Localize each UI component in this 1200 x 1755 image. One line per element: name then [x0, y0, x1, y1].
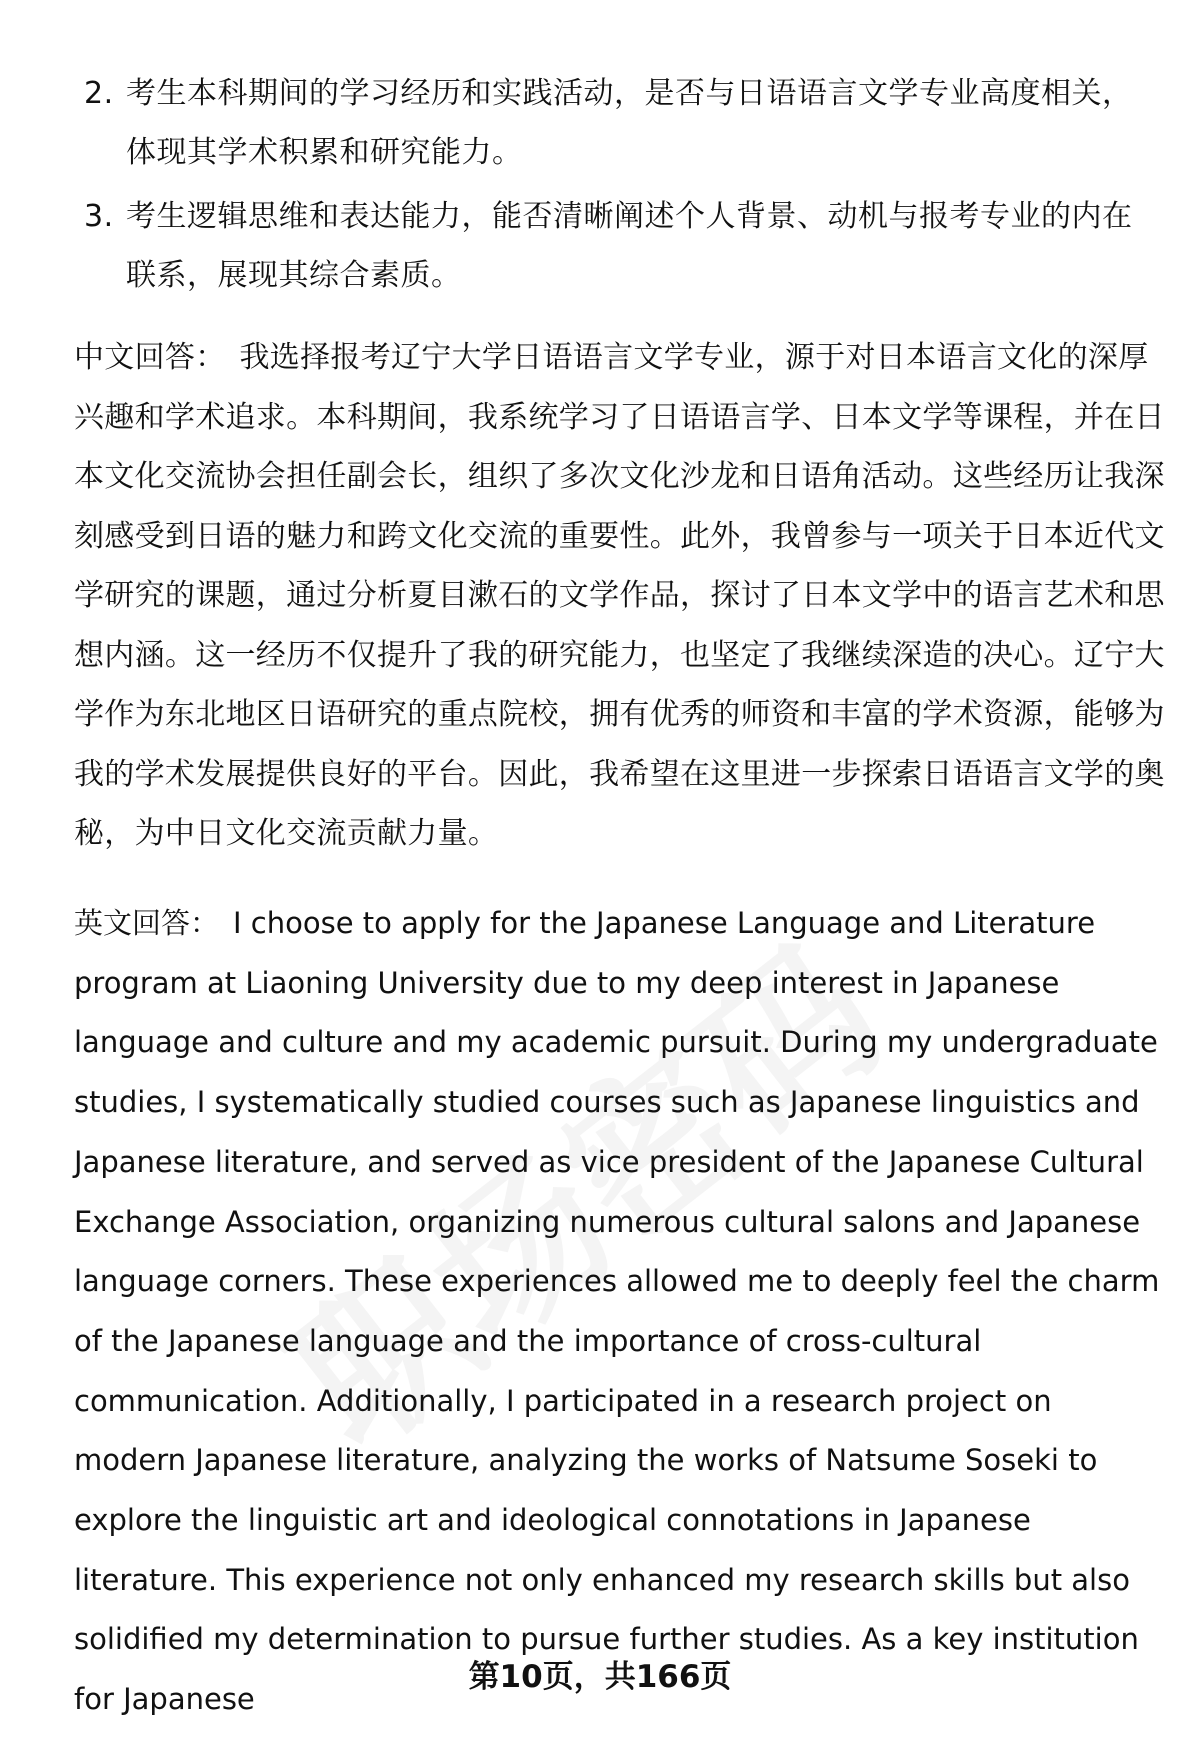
criteria-item [74, 64, 1154, 182]
criteria-number: 3. [84, 199, 114, 234]
criteria-list [74, 64, 1154, 310]
english-answer [74, 894, 1166, 1730]
english-answer-label: 英文回答： [74, 906, 220, 940]
criteria-number: 2. [84, 76, 114, 111]
criteria-text: 考生逻辑思维和表达能力，能否清晰阐述个人背景、动机与报考专业的内在联系，展现其综合素质。 [126, 199, 1133, 293]
chinese-answer-text: 我选择报考辽宁大学日语语言文学专业，源于对日本语言文化的深厚兴趣和学术追求。本科期间，我系统学习了日语语言学、日本文学等课程，并在日本文化交流协会担任副会长，组织了多次文化沙龙和日语角活动。这些经历让我深刻感受到日语的魅力和跨文化交流的重要性。此外，我曾参与一项关于日本近代文学研究的课题，通过分析夏目漱石的文学作品，探讨了日本文学中的语言艺术和思想内涵。这一经历不仅提升了我的研究能力，也坚定了我继续深造的决心。辽宁大学作为东北地区日语研究的重点院校，拥有优秀的师资和丰富的学术资源，能够为我的学术发展提供良好的平台。因此，我希望在这里进一步探索日语语言文学的奥秘，为中日文化交流贡献力量。 [74, 340, 1165, 851]
chinese-answer [74, 328, 1166, 864]
criteria-item [74, 187, 1154, 305]
criteria-text: 考生本科期间的学习经历和实践活动，是否与日语语言文学专业高度相关，体现其学术积累和研究能力。 [126, 76, 1133, 170]
english-answer-text: I choose to apply for the Japanese Language and Literature program at Liaoning University due to my deep interest in Japanese language and culture and my academic pursuit. During my undergraduate studies, I systematically studied courses such as Japanese linguistics and Japanese literature, and served as vice president of the Japanese Cultural Exchange Association, organizing numerous cultural salons and Japanese language corners. These experiences allowed me to deeply feel the charm of the Japanese language and the importance of cross-cultural communication. Additionally, I participated in a research project on modern Japanese literature, analyzing the works of Natsume Soseki to explore the linguistic art and ideological connotations in Japanese literature. This experience not only enhanced my research skills but also solidified my determination to pursue further studies. As a key institution for Japanese [74, 906, 1160, 1717]
chinese-answer-label: 中文回答： [74, 340, 226, 375]
page-indicator: 第10页，共166页 [468, 1659, 732, 1695]
